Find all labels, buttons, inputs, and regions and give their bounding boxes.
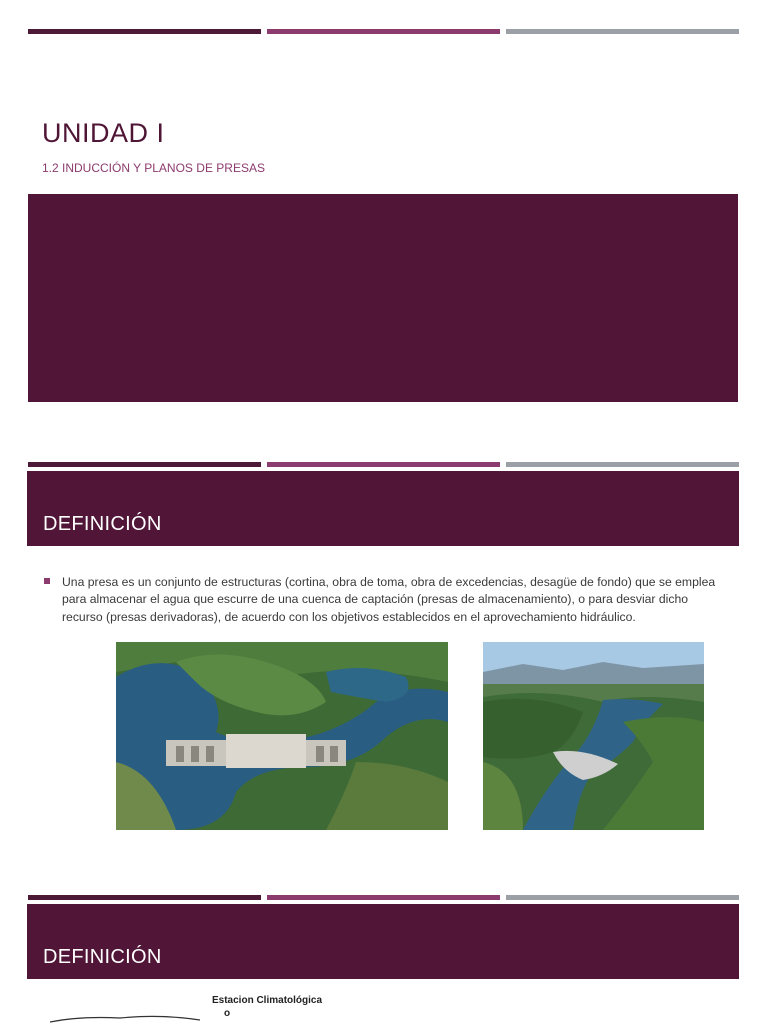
definition-header-band-2	[27, 904, 739, 979]
top-accent-bar-right	[506, 29, 739, 34]
slide-title: UNIDAD I	[42, 118, 165, 148]
accent-bar-left	[28, 462, 261, 467]
definition-heading: DEFINICIÓN	[43, 513, 162, 535]
climate-station-marker: o	[224, 1008, 231, 1019]
accent-bar-middle-2	[267, 895, 500, 900]
accent-bar-right	[506, 462, 739, 467]
accent-bar-middle	[267, 462, 500, 467]
dam-photo-right	[483, 642, 704, 830]
definition-bullet	[44, 574, 724, 626]
bullet-square-icon	[44, 578, 50, 584]
watershed-diagram	[40, 992, 740, 1024]
climate-station-label: Estacion Climatológica	[212, 995, 323, 1006]
accent-bar-right-2	[506, 895, 739, 900]
definition-header-band	[27, 471, 739, 546]
dam-photo-left	[116, 642, 448, 830]
definition-text: Una presa es un conjunto de estructuras (cortina, obra de toma, obra de excedencias, desagüe de fondo) que se emplea para almacenar el agua que escurre de una cuenca de captación (presas de almacenamiento), o para desviar dicho recurso (presas derivadoras), de acuerdo con los objetivos establecidos en el aprovechamiento hidráulico.	[62, 575, 716, 624]
top-accent-bar-left	[28, 29, 261, 34]
slide-subtitle: 1.2 INDUCCIÓN Y PLANOS DE PRESAS	[42, 161, 265, 175]
title-color-band	[28, 194, 738, 402]
top-accent-bar-middle	[267, 29, 500, 34]
accent-bar-left-2	[28, 895, 261, 900]
definition-heading-2: DEFINICIÓN	[43, 946, 162, 968]
